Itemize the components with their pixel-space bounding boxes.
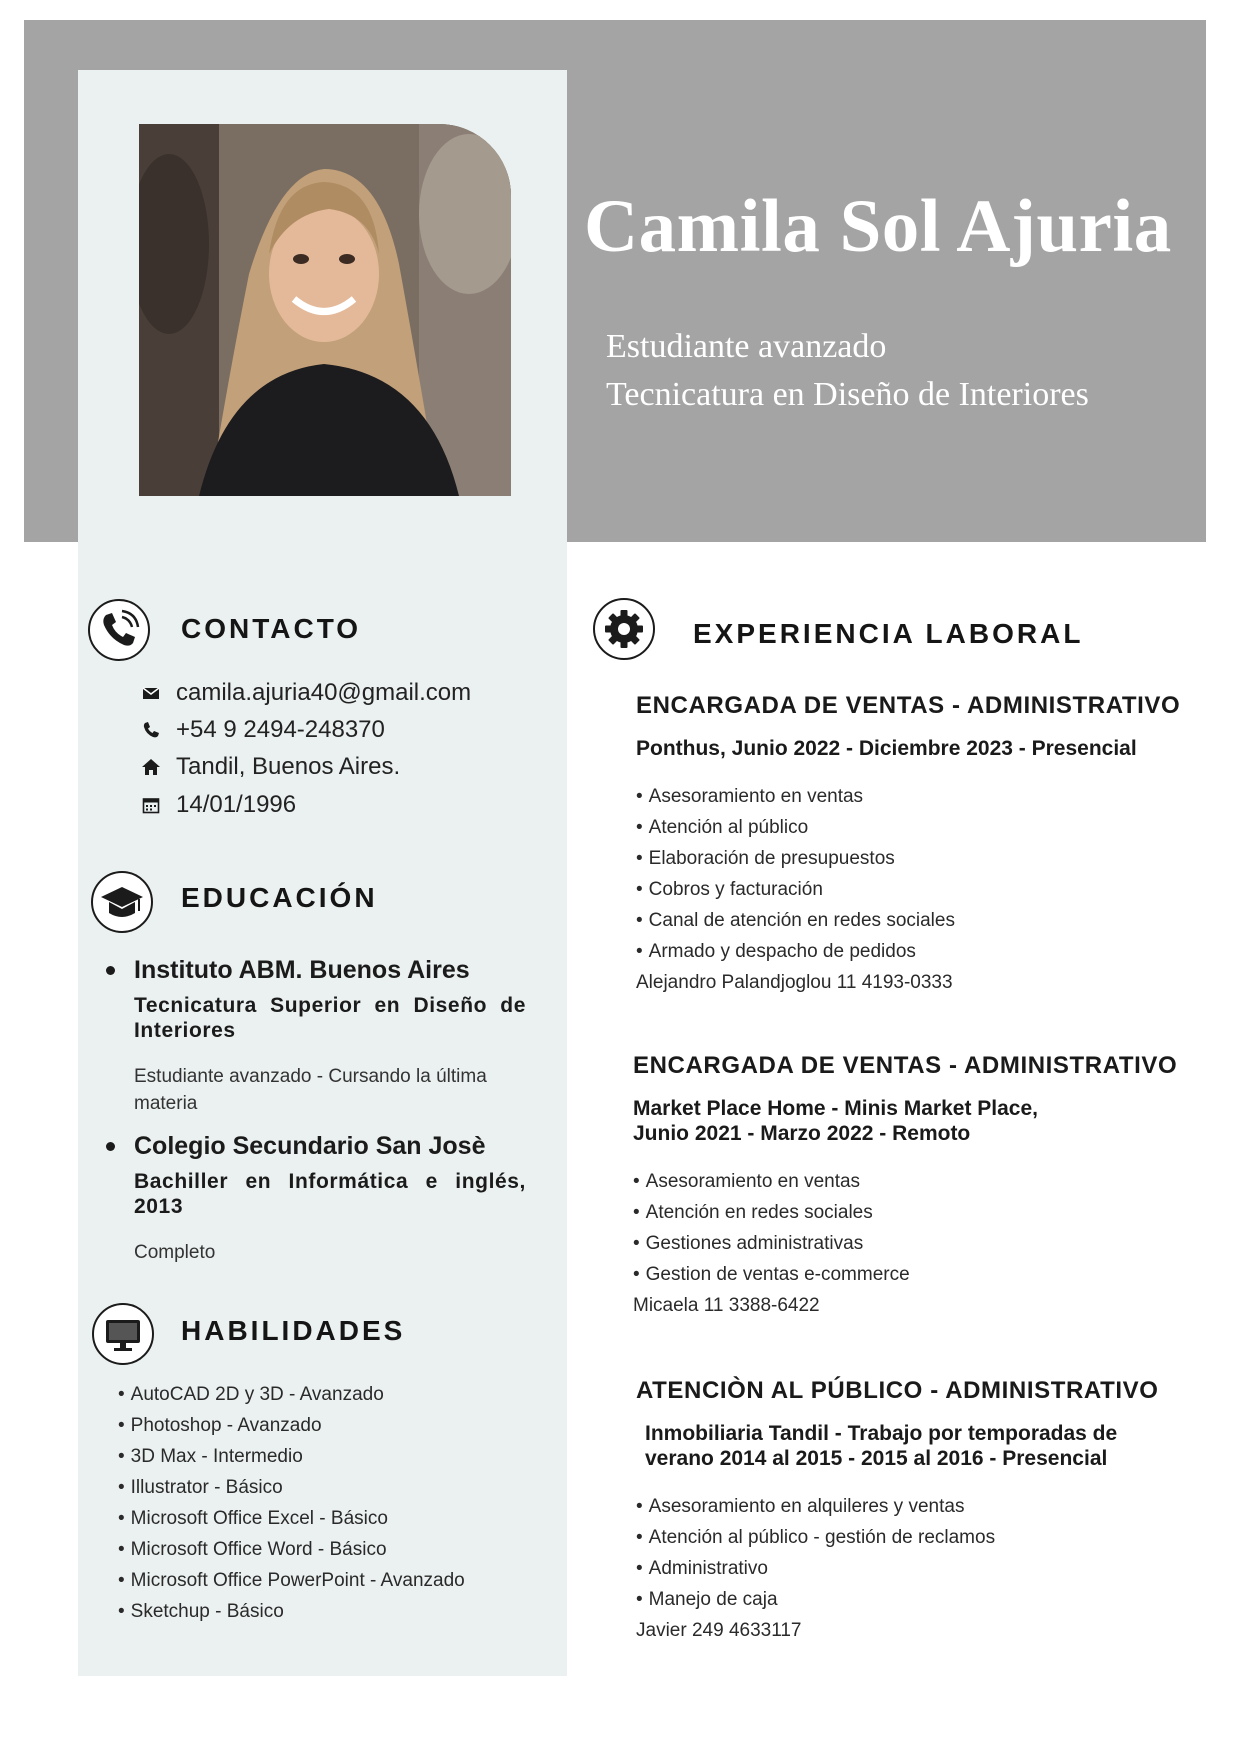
job-duty: • Asesoramiento en ventas	[636, 781, 1241, 812]
job-duty: • Armado y despacho de pedidos	[636, 936, 1241, 967]
job-company: Ponthus, Junio 2022 - Diciembre 2023 - Presencial	[636, 737, 1137, 760]
contact-birthdate	[140, 788, 296, 822]
school-name: Instituto ABM. Buenos Aires	[104, 956, 534, 985]
gear-icon	[593, 598, 655, 660]
job-duties	[636, 781, 1241, 967]
education-title: EDUCACIÓN	[181, 882, 378, 913]
skills-title: HABILIDADES	[181, 1315, 406, 1346]
contact-title: CONTACTO	[181, 613, 362, 644]
job-duty: • Gestion de ventas e-commerce	[633, 1259, 1241, 1290]
education-item	[104, 956, 534, 1117]
contact-address	[140, 750, 400, 784]
job-company	[633, 1096, 1241, 1146]
job-reference: Alejandro Palandjoglou 11 4193-0333	[636, 972, 953, 993]
skill-item: • Microsoft Office Word - Básico	[118, 1534, 465, 1565]
skill-item: • AutoCAD 2D y 3D - Avanzado	[118, 1379, 465, 1410]
skill-item: • Illustrator - Básico	[118, 1472, 465, 1503]
profile-photo	[139, 124, 511, 496]
job-duty: • Atención en redes sociales	[633, 1197, 1241, 1228]
contact-phone-text: +54 9 2494-248370	[176, 716, 385, 743]
calendar-icon	[140, 794, 162, 816]
contact-birthdate-text: 14/01/1996	[176, 791, 297, 818]
contact-email	[140, 676, 471, 710]
job-duty: • Asesoramiento en ventas	[633, 1166, 1241, 1197]
job-company-line: Junio 2021 - Marzo 2022 - Remoto	[633, 1122, 971, 1145]
skill-item: • 3D Max - Intermedio	[118, 1441, 465, 1472]
degree: Tecnicatura Superior en Diseño de Interiores	[134, 994, 526, 1042]
job-duty: • Canal de atención en redes sociales	[636, 905, 1241, 936]
skills-list	[118, 1379, 465, 1627]
contact-address-text: Tandil, Buenos Aires.	[176, 753, 401, 780]
job-entry	[636, 1377, 1241, 1646]
phone-icon	[140, 719, 162, 741]
job-duty: • Administrativo	[636, 1553, 1241, 1584]
skill-item: • Microsoft Office Excel - Básico	[118, 1503, 465, 1534]
subtitle-line: Estudiante avanzado	[606, 328, 887, 365]
skill-item: • Microsoft Office PowerPoint - Avanzado	[118, 1565, 465, 1596]
job-company-line: Inmobiliaria Tandil - Trabajo por temporadas de	[645, 1422, 1118, 1445]
candidate-name: Camila Sol Ajuria	[584, 185, 1172, 268]
home-icon	[140, 756, 162, 778]
job-duty: • Gestiones administrativas	[633, 1228, 1241, 1259]
job-title: ATENCIÒN AL PÚBLICO - ADMINISTRATIVO	[636, 1377, 1159, 1404]
job-duty: • Cobros y facturación	[636, 874, 1241, 905]
job-entry	[633, 1052, 1241, 1321]
monitor-icon	[92, 1303, 154, 1365]
job-duty: • Asesoramiento en alquileres y ventas	[636, 1491, 1241, 1522]
job-company	[645, 1421, 1241, 1471]
job-duty: • Atención al público	[636, 812, 1241, 843]
job-company-line: verano 2014 al 2015 - 2015 al 2016 - Presencial	[645, 1447, 1108, 1470]
job-duty: • Elaboración de presupuestos	[636, 843, 1241, 874]
job-entry	[636, 692, 1241, 998]
job-duties	[633, 1166, 1241, 1290]
graduation-cap-icon	[91, 871, 153, 933]
contact-email-text: camila.ajuria40@gmail.com	[176, 679, 472, 706]
education-item	[104, 1132, 534, 1266]
degree: Bachiller en Informática e inglés, 2013	[134, 1170, 526, 1218]
job-company-line: Market Place Home - Minis Market Place,	[633, 1097, 1038, 1120]
school-name: Colegio Secundario San Josè	[104, 1132, 534, 1161]
job-duty: • Manejo de caja	[636, 1584, 1241, 1615]
job-title: ENCARGADA DE VENTAS - ADMINISTRATIVO	[636, 692, 1181, 719]
job-duty: • Atención al público - gestión de reclamos	[636, 1522, 1241, 1553]
degree-status: Estudiante avanzado - Cursando la última materia	[134, 1066, 487, 1114]
contact-phone	[140, 713, 385, 747]
skill-item: • Photoshop - Avanzado	[118, 1410, 465, 1441]
job-reference: Micaela 11 3388-6422	[633, 1295, 820, 1316]
skill-item: • Sketchup - Básico	[118, 1596, 465, 1627]
phone-call-icon	[88, 599, 150, 661]
candidate-subtitle	[606, 323, 1206, 419]
mail-icon	[140, 682, 162, 704]
degree-status: Completo	[134, 1242, 216, 1263]
subtitle-line: Tecnicatura en Diseño de Interiores	[606, 376, 1089, 413]
job-reference: Javier 249 4633117	[636, 1620, 802, 1641]
experience-title: EXPERIENCIA LABORAL	[693, 618, 1084, 649]
job-duties	[636, 1491, 1241, 1615]
job-title: ENCARGADA DE VENTAS - ADMINISTRATIVO	[633, 1052, 1178, 1079]
